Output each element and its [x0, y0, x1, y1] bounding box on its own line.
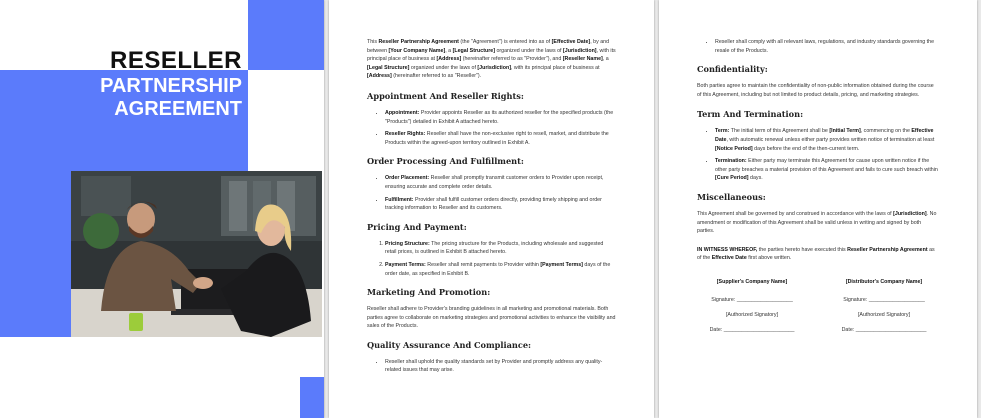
agreement-page-2 [329, 0, 654, 418]
agreement-page-3 [659, 0, 977, 418]
list-item: • Reseller shall comply with all relevant laws, regulations, and industry standards governing the resale of the Products. [715, 38, 939, 55]
cover-white-block [248, 70, 324, 172]
list-item: • Reseller shall uphold the quality standards set by Provider and promptly address any quality-related issues that may arise. [385, 358, 616, 375]
governing-law-paragraph: This Agreement shall be governed by and construed in accordance with the laws of [Jurisdiction]. No amendment or modification of this Agreement shall be valid unless in writing and signed by both parties. [697, 210, 937, 235]
section-heading-pricing: Pricing And Payment: [367, 221, 467, 232]
section-heading-appointment: Appointment And Reseller Rights: [367, 90, 524, 101]
cover-accent-block [300, 377, 324, 418]
supplier-signature [697, 279, 807, 342]
cover-title-line-2: PARTNERSHIP [100, 75, 242, 97]
list-item: • Appointment: Provider appoints Reseller as its authorized reseller for the specified products (the "Products") detailed in Exhibit A attached hereto. [385, 109, 616, 126]
signature-line: Signature: ___________________ [711, 296, 793, 303]
signature-block [697, 279, 939, 342]
signature-line: Signature: ___________________ [843, 296, 925, 303]
orders-list [367, 174, 616, 212]
term-list [697, 127, 939, 183]
marketing-paragraph: Reseller shall adhere to Provider's branding guidelines in all marketing and promotional materials. Both parties agree to collaborate on marketing strategies and promotional activities to enhance the visibility and sales of the Products. [367, 306, 616, 330]
cover-title-line-3: AGREEMENT [114, 98, 242, 120]
list-item: • Order Placement: Reseller shall promptly transmit customer orders to Provider upon receipt, ensuring accurate and complete order details. [385, 174, 616, 191]
appointment-list [367, 109, 616, 147]
section-heading-marketing: Marketing And Promotion: [367, 287, 491, 298]
quality-list-continued [697, 38, 939, 55]
section-heading-miscellaneous: Miscellaneous: [697, 191, 766, 202]
section-heading-confidentiality: Confidentiality: [697, 64, 768, 75]
cover-title-line-1: RESELLER [109, 47, 242, 74]
intro-paragraph: This Reseller Partnership Agreement (the "Agreement") is entered into as of [Effective Date], by and between [Your Company Name], a [Legal Structure] organized under the laws of [Jurisdiction], with its principal place of business at [Address] (hereinafter referred to as "Provider"), and [Reseller Name], a [Legal Structure] organized under the laws of [Jurisdiction], with its principal place of business at [Address] (hereinafter referred to as "Reseller"). [367, 39, 616, 80]
list-item: 2. Payment Terms: Reseller shall remit payments to Provider within [Payment Terms] days of the order date, as specified in Exhibit B. [385, 261, 616, 278]
section-heading-term: Term And Termination: [697, 109, 804, 120]
date-line: Date: ________________________ [709, 326, 795, 333]
list-item: • Reseller Rights: Reseller shall have the non-exclusive right to resell, market, and distribute the Products within the agreed-upon territory outlined in Exhibit A. [385, 130, 616, 147]
section-heading-quality: Quality Assurance And Compliance: [367, 339, 532, 350]
quality-list [367, 358, 616, 375]
list-item: • Fulfillment: Provider shall fulfill customer orders directly, providing timely shipping and order tracking information to Reseller and its customers. [385, 196, 616, 213]
list-item: • Termination: Either party may terminate this Agreement for cause upon written notice if the other party breaches a material provision of this Agreement and fails to cure such breach within [Cure Period] days. [715, 157, 939, 183]
supplier-company-name: [Supplier's Company Name] [716, 278, 788, 285]
authorized-signatory: [Authorized Signatory] [725, 311, 779, 318]
confidentiality-paragraph: Both parties agree to maintain the confidentiality of non-public information obtained during the course of this Agreement, including but not limited to product details, pricing, and marketing strategies. [697, 83, 934, 98]
witness-paragraph: IN WITNESS WHEREOF, the parties hereto have executed this Reseller Partnership Agreement as of the Effective Date first above written. [697, 246, 935, 262]
distributor-signature [829, 279, 939, 342]
authorized-signatory: [Authorized Signatory] [857, 311, 911, 318]
date-line: Date: ________________________ [841, 326, 927, 333]
business-handshake-photo [71, 171, 322, 337]
distributor-company-name: [Distributor's Company Name] [845, 278, 923, 285]
cover-page [0, 0, 324, 418]
list-item: 1. Pricing Structure: The pricing structure for the Products, including wholesale and suggested retail prices, is outlined in Exhibit B attached hereto. [385, 240, 616, 257]
section-heading-orders: Order Processing And Fulfillment: [367, 156, 524, 167]
list-item: • Term: The initial term of this Agreement shall be [Initial Term], commencing on the Effective Date, with automatic renewal unless either party provides written notice of termination at least [Notice Period] days before the end of the then-current term. [715, 127, 939, 153]
pricing-list [367, 240, 616, 278]
cover-accent-block [248, 0, 324, 70]
